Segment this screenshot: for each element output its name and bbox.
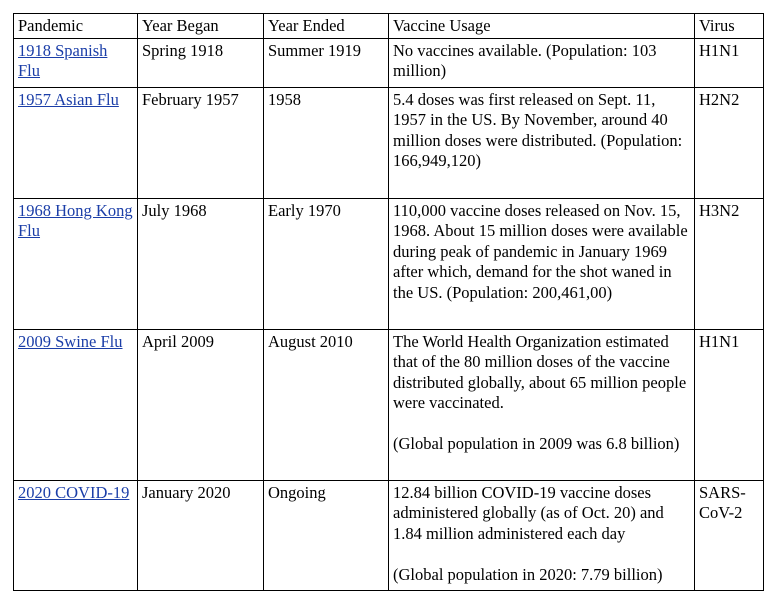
blank-line [393, 414, 690, 435]
cell-vaccine-usage [389, 198, 695, 329]
cell-virus: H3N2 [695, 198, 764, 329]
table-row [14, 198, 764, 329]
table-row [14, 480, 764, 590]
cell-year-began: January 2020 [138, 480, 264, 590]
cell-vaccine-usage [389, 329, 695, 480]
table-row [14, 38, 764, 87]
blank-line [393, 544, 690, 565]
vaccine-usage-text: 5.4 doses was first released on Sept. 11, 1957 in the US. By November, around 40 million doses were distributed. (Population: 166,949,120) [393, 89, 683, 170]
cell-virus: H2N2 [695, 87, 764, 198]
cell-virus: H1N1 [695, 38, 764, 87]
vaccine-usage-text: 110,000 vaccine doses released on Nov. 15, 1968. About 15 million doses were available during peak of pandemic in January 1969 after which, demand for the shot waned in the US. (Population: 200,461,00) [393, 200, 688, 302]
cell-year-ended: August 2010 [264, 329, 389, 480]
cell-pandemic [14, 329, 138, 480]
header-vaccine-usage: Vaccine Usage [389, 14, 695, 39]
cell-year-began: Spring 1918 [138, 38, 264, 87]
cell-vaccine-usage [389, 87, 695, 198]
pandemic-link[interactable]: 1957 Asian Flu [18, 89, 119, 109]
cell-pandemic [14, 198, 138, 329]
vaccine-usage-text: 12.84 billion COVID-19 vaccine doses administered globally (as of Oct. 20) and 1.84 million administered each day [393, 482, 664, 543]
vaccine-usage-note: (Global population in 2020: 7.79 billion) [393, 564, 663, 584]
header-year-began: Year Began [138, 14, 264, 39]
pandemic-link[interactable]: 2009 Swine Flu [18, 331, 123, 351]
cell-year-ended: Ongoing [264, 480, 389, 590]
cell-vaccine-usage [389, 480, 695, 590]
vaccine-usage-text: No vaccines available. (Population: 103 million) [393, 40, 657, 80]
cell-year-ended: Summer 1919 [264, 38, 389, 87]
pandemic-link[interactable]: 1918 Spanish Flu [18, 40, 108, 80]
header-row [14, 14, 764, 39]
pandemic-link[interactable]: 2020 COVID-19 [18, 482, 130, 502]
header-pandemic: Pandemic [14, 14, 138, 39]
cell-pandemic [14, 480, 138, 590]
cell-year-began: February 1957 [138, 87, 264, 198]
table-row [14, 87, 764, 198]
vaccine-usage-text: The World Health Organization estimated that of the 80 million doses of the vaccine distributed globally, about 65 million people were vaccinated. [393, 331, 687, 412]
cell-virus: H1N1 [695, 329, 764, 480]
vaccine-usage-note: (Global population in 2009 was 6.8 billion) [393, 434, 680, 453]
cell-pandemic [14, 38, 138, 87]
cell-year-ended: Early 1970 [264, 198, 389, 329]
cell-virus: SARS-CoV-2 [695, 480, 764, 590]
cell-vaccine-usage [389, 38, 695, 87]
table-row [14, 329, 764, 480]
cell-year-ended: 1958 [264, 87, 389, 198]
cell-pandemic [14, 87, 138, 198]
cell-year-began: July 1968 [138, 198, 264, 329]
header-virus: Virus [695, 14, 764, 39]
pandemic-vaccine-table [13, 13, 764, 591]
header-year-ended: Year Ended [264, 14, 389, 39]
cell-year-began: April 2009 [138, 329, 264, 480]
pandemic-link[interactable]: 1968 Hong Kong Flu [18, 200, 133, 240]
